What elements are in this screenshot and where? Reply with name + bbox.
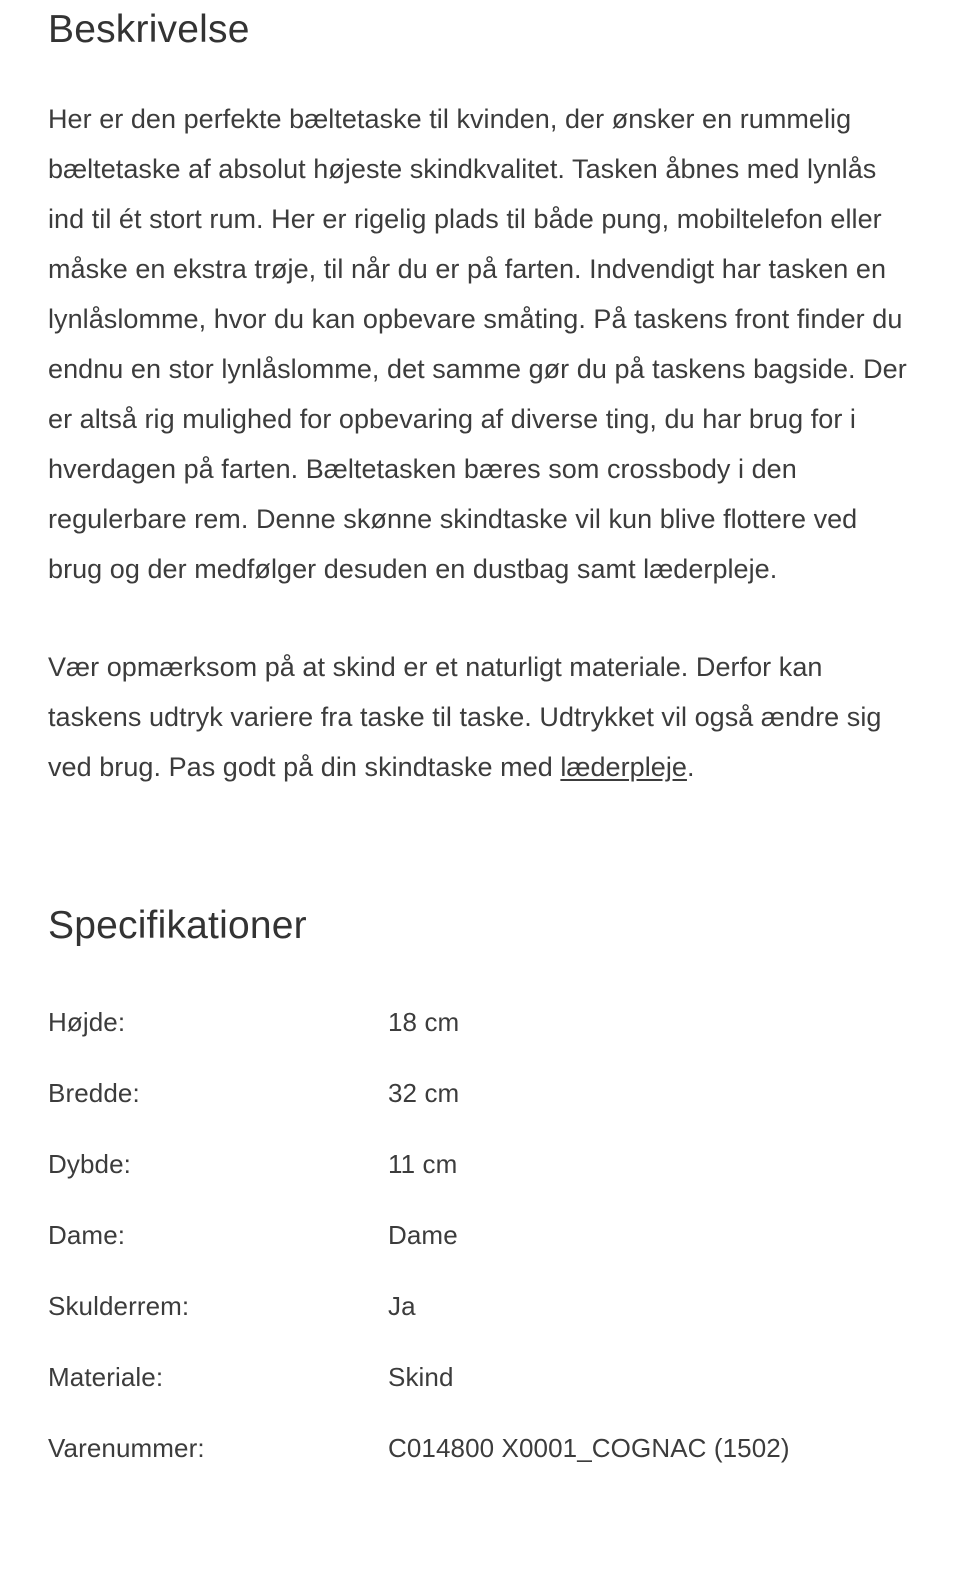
description-heading: Beskrivelse <box>48 8 250 51</box>
spec-label-hoejde: Højde: <box>48 1006 126 1037</box>
leather-care-link[interactable]: læderpleje <box>560 752 687 782</box>
spec-value-hoejde: 18 cm <box>388 1006 460 1037</box>
specifications-heading: Specifikationer <box>48 904 307 947</box>
spec-value-bredde: 32 cm <box>388 1077 460 1108</box>
paragraph-text-before-link: Vær opmærksom på at skind er et naturligt materiale. Derfor kan taskens udtryk variere fra taske til taske. Udtrykket vil også ændre sig ved brug. Pas godt på din skindtaske med <box>48 652 882 782</box>
spec-value-materiale: Skind <box>388 1361 454 1392</box>
description-paragraph <box>48 642 912 792</box>
spec-label-dame: Dame: <box>48 1219 126 1250</box>
specifications-section <box>48 899 912 1483</box>
spec-label-materiale: Materiale: <box>48 1361 164 1392</box>
description-paragraph <box>48 94 912 594</box>
spec-value-dybde: 11 cm <box>388 1148 458 1179</box>
table-row <box>48 1270 914 1341</box>
spec-value-varenummer: C014800 X0001_COGNAC (1502) <box>388 1432 790 1463</box>
spec-label-dybde: Dybde: <box>48 1148 131 1179</box>
spec-value-dame: Dame <box>388 1219 458 1250</box>
table-row <box>48 1128 914 1199</box>
table-row <box>48 1341 914 1412</box>
description-body <box>48 94 912 792</box>
table-row <box>48 1412 914 1483</box>
specifications-table <box>48 986 914 1483</box>
table-row <box>48 986 914 1057</box>
specifications-table-body <box>48 986 914 1483</box>
spec-value-skulderrem: Ja <box>388 1290 416 1321</box>
table-row <box>48 1057 914 1128</box>
paragraph-text-before-link: Her er den perfekte bæltetaske til kvinden, der ønsker en rummelig bæltetaske af absolut højeste skindkvalitet. Tasken åbnes med lynlås ind til ét stort rum. Her er rigelig plads til både pung, mobiltelefon eller måske en ekstra trøje, til når du er på farten. Indvendigt har tasken en lynlåslomme, hvor du kan opbevare småting. På taskens front finder du endnu en stor lynlåslomme, det samme gør du på taskens bagside. Der er altså rig mulighed for opbevaring af diverse ting, du har brug for i hverdagen på farten. Bæltetasken bæres som crossbody i den regulerbare rem. Denne skønne skindtaske vil kun blive flottere ved brug og der medfølger desuden en dustbag samt læderpleje. <box>48 104 907 584</box>
table-row <box>48 1199 914 1270</box>
paragraph-text-after-link: . <box>686 752 695 782</box>
spec-label-varenummer: Varenummer: <box>48 1432 205 1463</box>
spec-label-skulderrem: Skulderrem: <box>48 1290 190 1321</box>
spec-label-bredde: Bredde: <box>48 1077 140 1108</box>
